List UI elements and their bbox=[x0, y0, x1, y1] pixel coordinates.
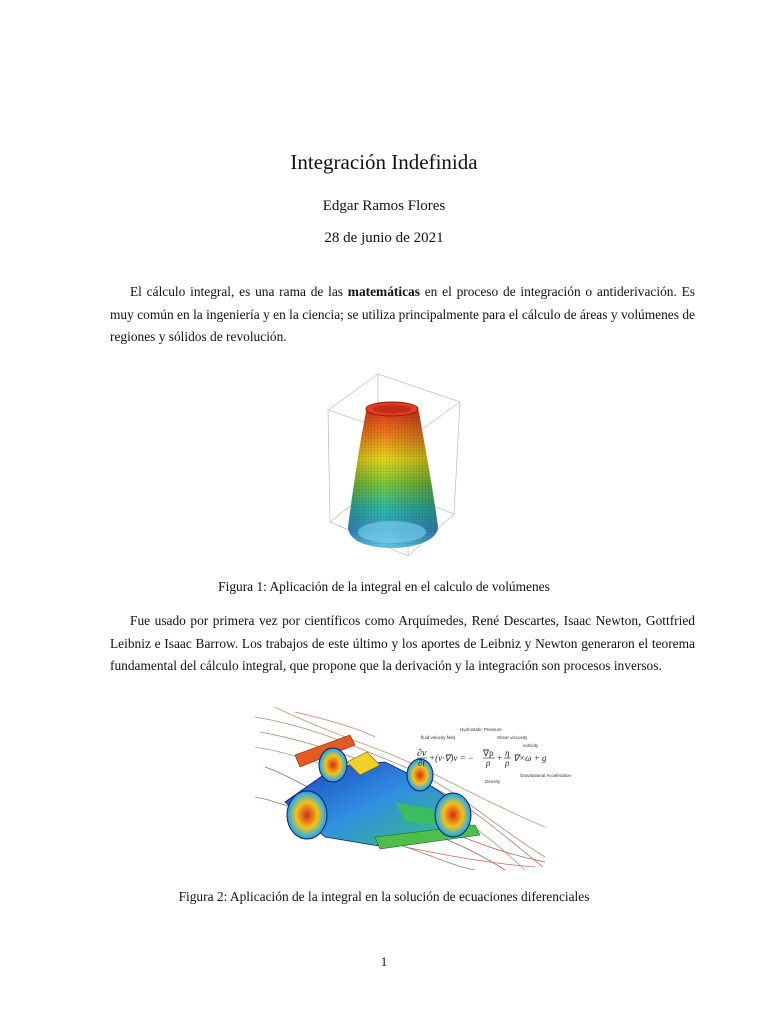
figure-1-caption: Figura 1: Aplicación de la integral en el calculo de volúmenes bbox=[218, 579, 550, 594]
svg-text:ρ: ρ bbox=[486, 758, 491, 768]
page-number: 1 bbox=[380, 954, 388, 969]
label-vorticity: vorticity bbox=[523, 743, 539, 748]
intro-text-end: en el proceso de integración o antiderivación. Es muy común en la ingeniería y en la ciencia; se utiliza principalmente para el cálculo de áreas y volúmenes de regiones y sólidos de revolución. bbox=[110, 284, 695, 344]
label-fluid-velocity: fluid velocity field bbox=[421, 735, 456, 740]
svg-text:∂t: ∂t bbox=[418, 758, 425, 768]
document-title: Integración Indefinida bbox=[290, 150, 478, 174]
svg-text:∇p: ∇p bbox=[483, 748, 494, 758]
svg-text:η: η bbox=[505, 748, 510, 758]
label-shear-viscosity: Shear viscosity bbox=[497, 735, 528, 740]
svg-text:+: + bbox=[497, 753, 503, 763]
figure-1-solid-of-revolution bbox=[320, 372, 462, 557]
figure-2-caption: Figura 2: Aplicación de la integral en la solución de ecuaciones diferenciales bbox=[178, 889, 590, 904]
label-density: Density bbox=[485, 779, 501, 784]
label-hydrostatic-pressure: Hydrostatic Pressure bbox=[460, 727, 502, 732]
intro-paragraph bbox=[110, 281, 695, 349]
label-gravitational-acceleration: Gravitational Acceleration bbox=[520, 773, 572, 778]
figure-2-race-car-cfd bbox=[255, 707, 572, 870]
document-date: 28 de junio de 2021 bbox=[324, 230, 444, 246]
document-author: Edgar Ramos Flores bbox=[322, 198, 446, 214]
svg-text:+(v·∇)v = −: +(v·∇)v = − bbox=[429, 753, 474, 763]
history-paragraph: Fue usado por primera vez por científicos como Arquímedes, René Descartes, Isaac Newton, Gottfried Leibniz e Isaac Barrow. Los trabajos de este último y los aportes de Leibniz y Newton generaron el teorema fundamental del cálculo integral, que propone que la derivación y la integración son procesos inversos. bbox=[110, 613, 695, 673]
svg-text:ρ: ρ bbox=[505, 758, 510, 768]
intro-bold-term: matemáticas bbox=[347, 284, 420, 299]
svg-text:∇×ω + g: ∇×ω + g bbox=[513, 753, 547, 763]
svg-text:∂v: ∂v bbox=[417, 748, 427, 759]
intro-text-start: El cálculo integral, es una rama de las bbox=[130, 284, 348, 299]
